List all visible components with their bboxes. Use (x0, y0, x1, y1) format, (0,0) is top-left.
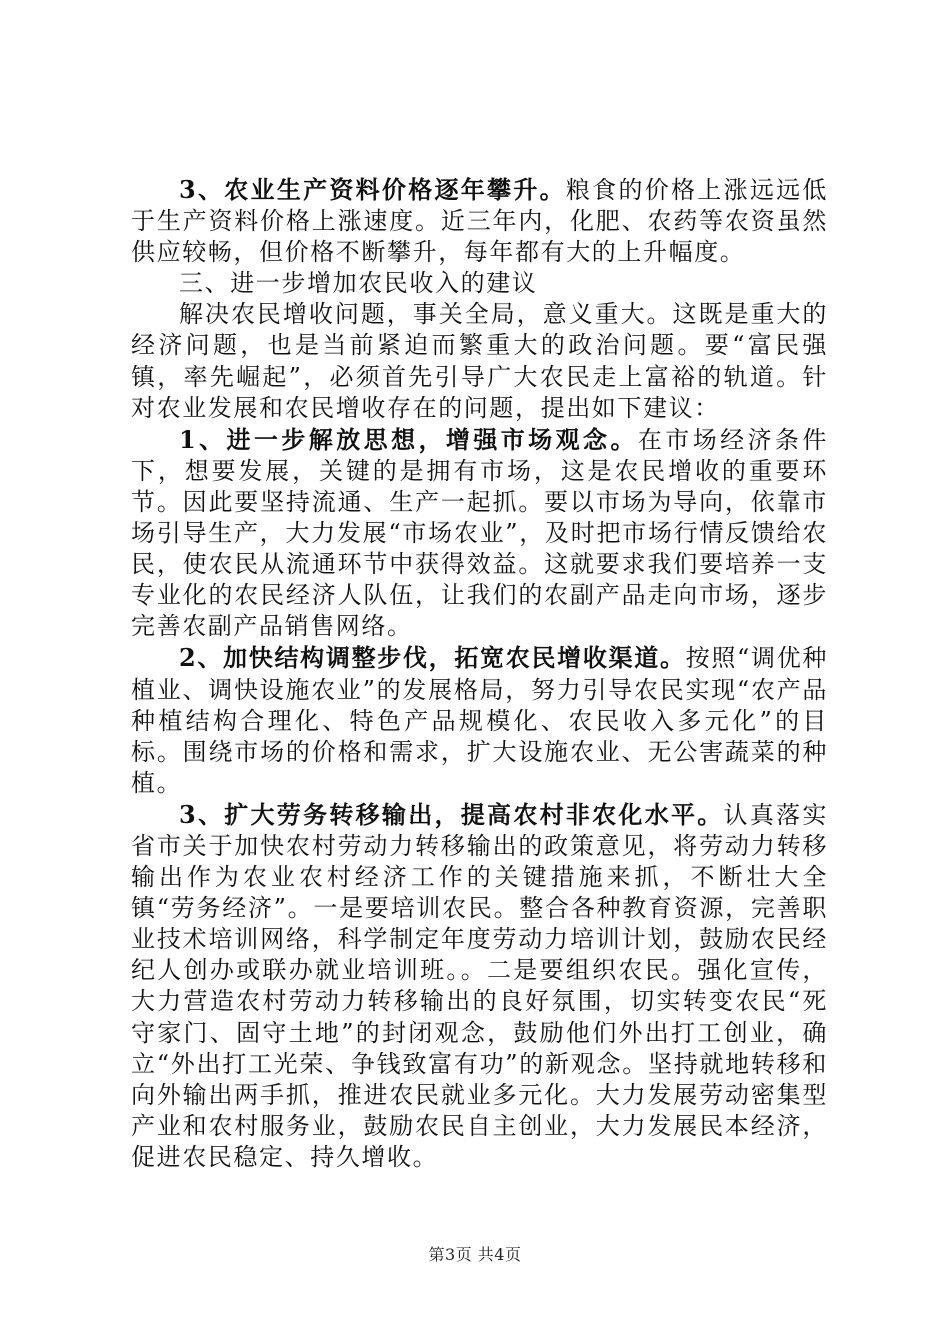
paragraph-suggestion-3 (131, 799, 828, 1173)
paragraph-text: 解决农民增收问题，事关全局，意义重大。这既是重大的经济问题，也是当前紧迫而繁重大的政治问题。要“富民强镇，率先崛起”，必须首先引导广大农民走上富裕的轨道。针对农业发展和农民增收存在的问题，提出如下建议： (131, 300, 828, 422)
document-body (131, 174, 828, 1173)
paragraph-issue-3 (131, 174, 828, 268)
section-heading-text: 三、进一步增加农民收入的建议 (179, 269, 538, 298)
page-footer (0, 1242, 950, 1265)
page-number-label: 第3页 共4页 (428, 1245, 522, 1264)
paragraph-suggestion-1 (131, 424, 828, 643)
section-heading (131, 268, 828, 299)
paragraph-intro (131, 299, 828, 423)
paragraph-lead: 3、农业生产资料价格逐年攀升。 (179, 175, 566, 204)
paragraph-text: 认真落实省市关于加快农村劳动力转移输出的政策意见，将劳动力转移输出作为农业农村经济工作的关键措施来抓，不断壮大全镇“劳务经济”。一是要培训农民。整合各种教育资源，完善职业技术培训网络，科学制定年度劳动力培训计划，鼓励农民经纪人创办或联办就业培训班。。二是要组织农民。强化宣传，大力营造农村劳动力转移输出的良好氛围，切实转变农民“死守家门、固守土地”的封闭观念，鼓励他们外出打工创业，确立“外出打工光荣、争钱致富有功”的新观念。坚持就地转移和向外输出两手抓，推进农民就业多元化。大力发展劳动密集型产业和农村服务业，鼓励农民自主创业，大力发展民本经济，促进农民稳定、持久增收。 (131, 800, 828, 1171)
paragraph-lead: 2、加快结构调整步伐，拓宽农民增收渠道。 (179, 643, 686, 673)
paragraph-text: 粮食的价格上涨远远低于生产资料价格上涨速度。近三年内，化肥、农药等农资虽然供应较畅，但价格不断攀升，每年都有大的上升幅度。 (131, 176, 829, 267)
paragraph-text: 在市场经济条件下，想要发展，关键的是拥有市场，这是农民增收的重要环节。因此要坚持流通、生产一起抓。要以市场为导向，依靠市场引导生产，大力发展“市场农业”，及时把市场行情反馈给农民，使农民从流通环节中获得效益。这就要求我们要培养一支专业化的农民经济人队伍，让我们的农副产品走向市场，逐步完善农副产品销售网络。 (131, 425, 829, 641)
paragraph-text: 按照“调优种植业、调快设施农业”的发展格局，努力引导农民实现“农产品种植结构合理化、特色产品规模化、农民收入多元化”的目标。围绕市场的价格和需求，扩大设施农业、无公害蔬菜的种植。 (131, 644, 828, 797)
paragraph-suggestion-2 (131, 642, 828, 798)
paragraph-lead: 3、扩大劳务转移输出，提高农村非农化水平。 (179, 799, 724, 829)
paragraph-lead: 1、进一步解放思想，增强市场观念。 (179, 424, 638, 454)
